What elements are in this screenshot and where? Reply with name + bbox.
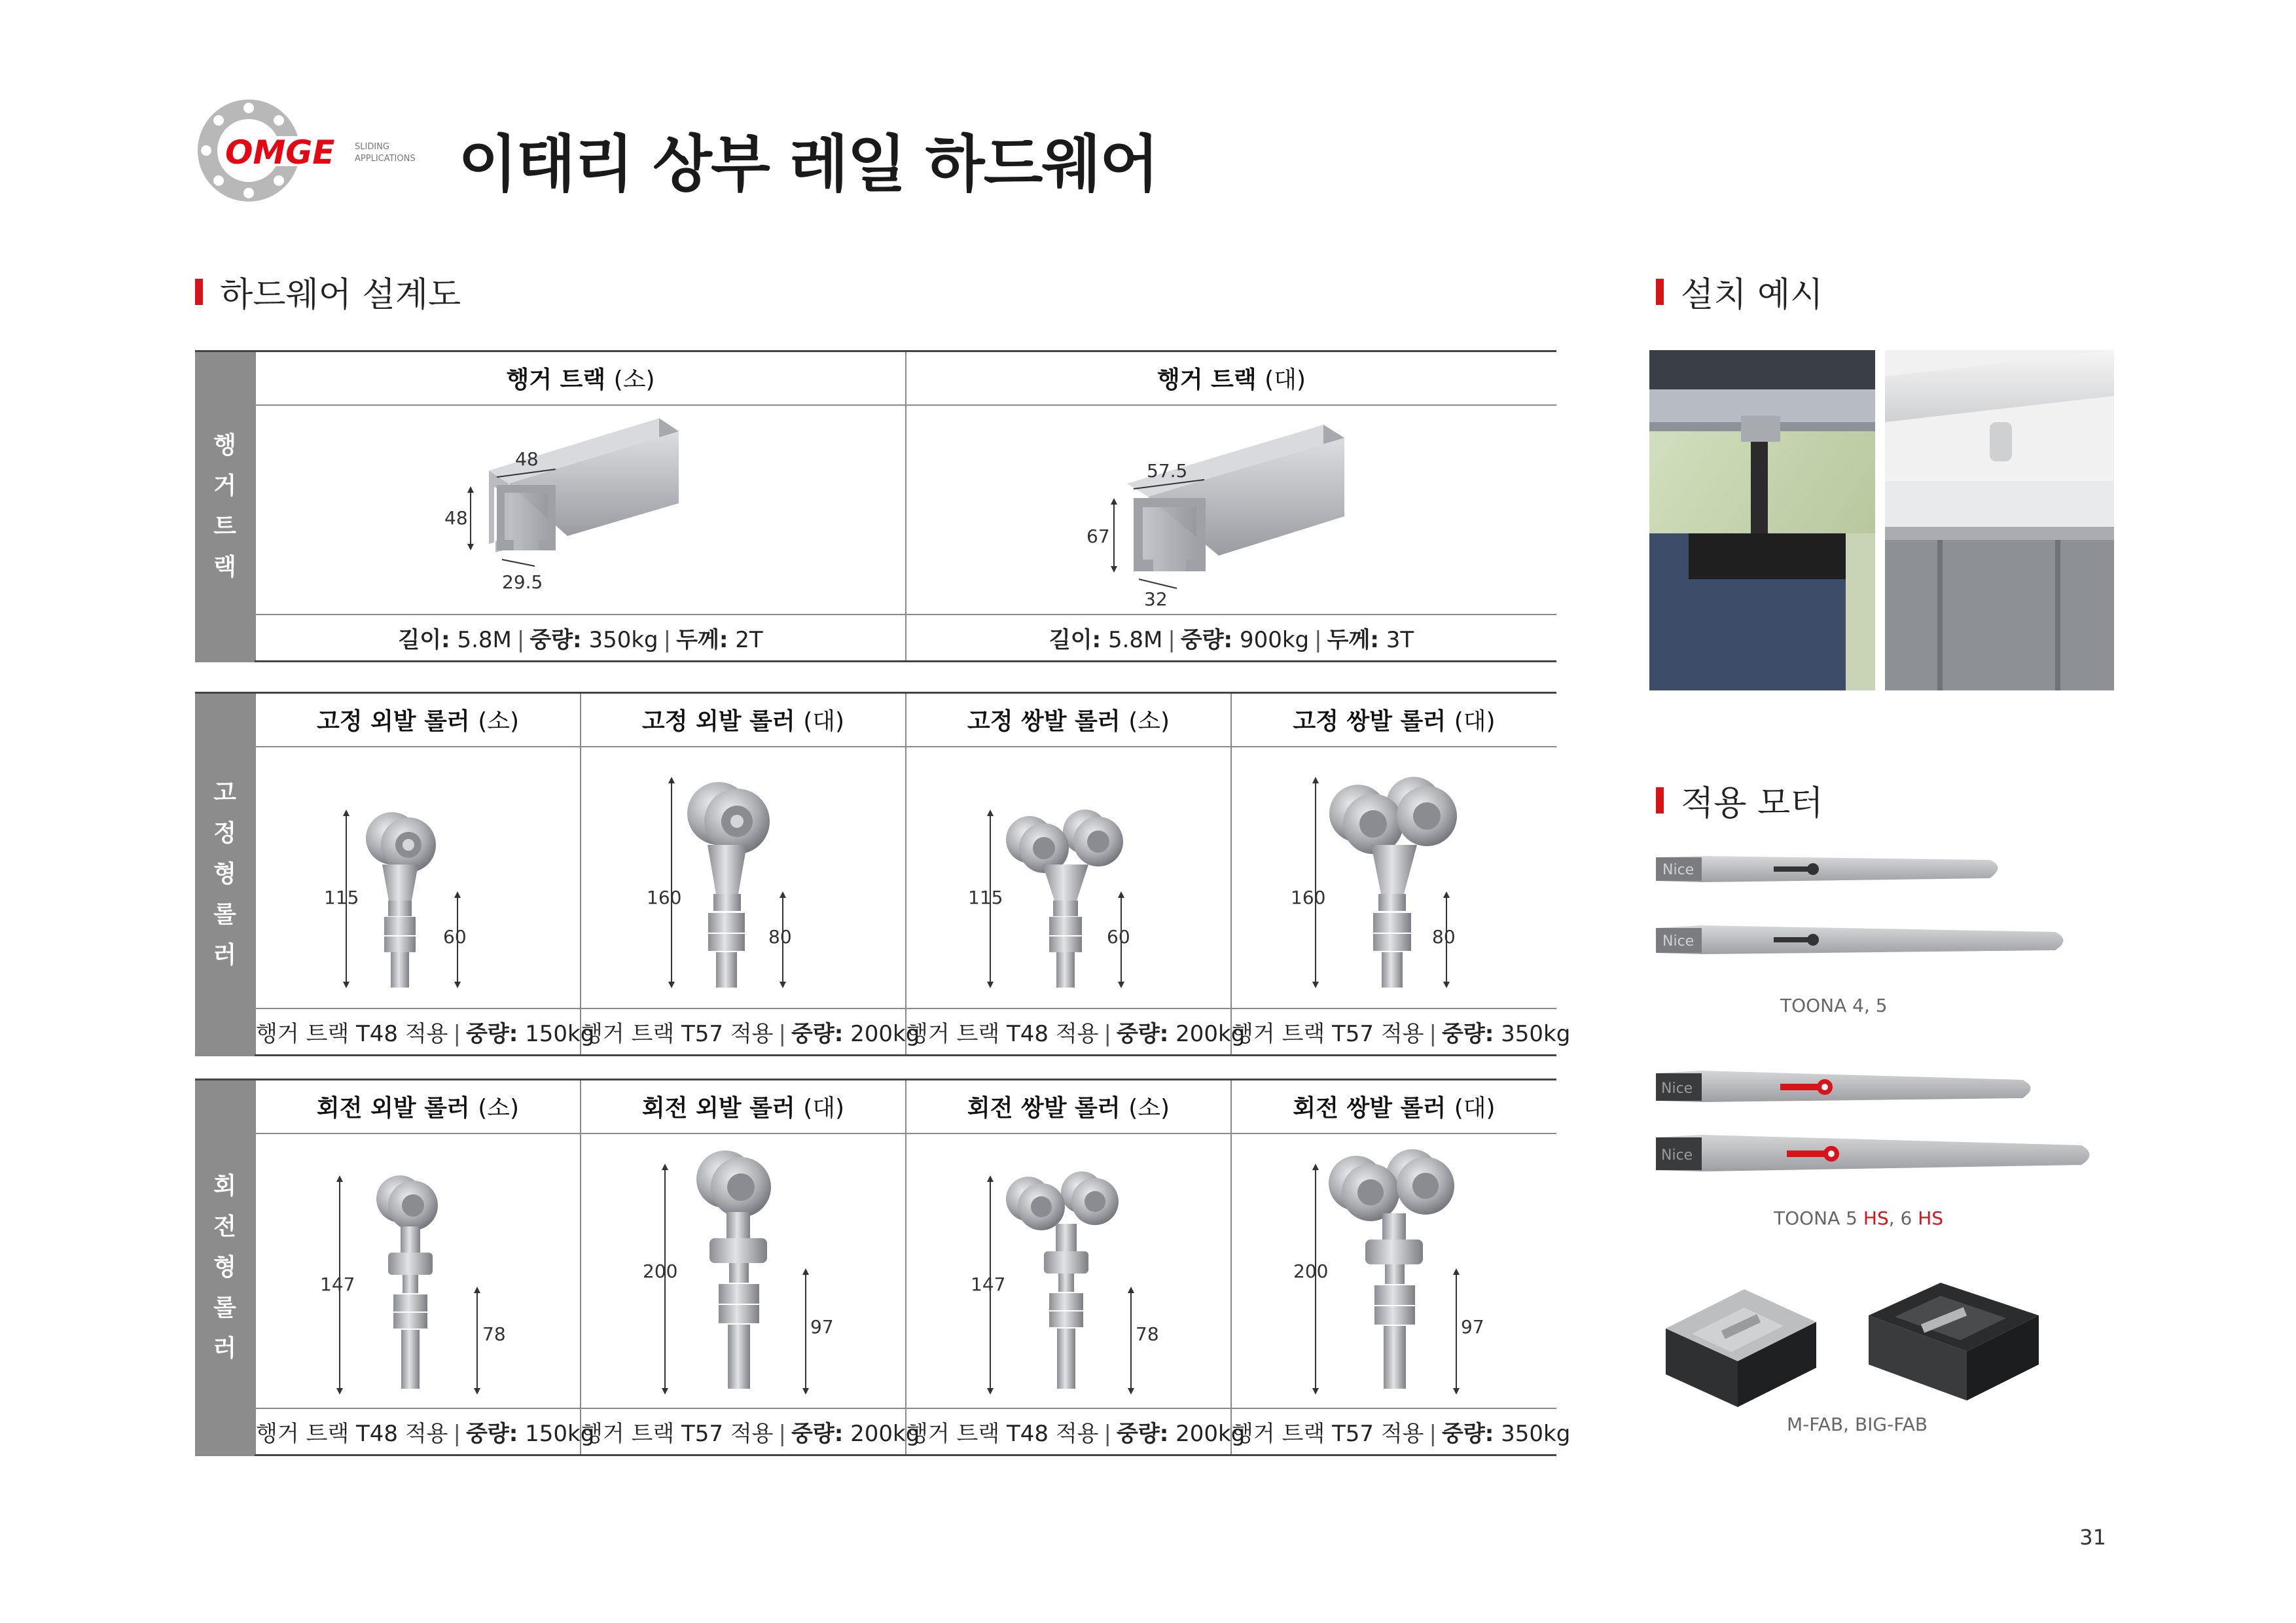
motor-caption-2: TOONA 5 HS, 6 HS bbox=[1774, 1207, 1944, 1229]
roller-image bbox=[320, 753, 516, 1002]
omge-logo bbox=[190, 98, 439, 203]
svg-text:97: 97 bbox=[810, 1315, 834, 1338]
svg-text:60: 60 bbox=[442, 925, 467, 948]
track-spec-large: 길이: 5.8M | 중량: 900kg | 두께: 3T bbox=[906, 615, 1556, 662]
roller-image bbox=[967, 753, 1167, 1002]
svg-text:Nice: Nice bbox=[1661, 1147, 1693, 1164]
svg-text:78: 78 bbox=[1135, 1323, 1159, 1345]
track-small-image bbox=[410, 412, 751, 608]
fixed-double-small bbox=[906, 747, 1231, 1008]
logo-text: OMGE bbox=[225, 134, 335, 171]
heading-marker bbox=[1656, 279, 1664, 305]
svg-text:32: 32 bbox=[1143, 588, 1168, 610]
svg-text:Nice: Nice bbox=[1662, 933, 1695, 950]
track-spec-small: 길이: 5.8M | 중량: 350kg | 두께: 2T bbox=[255, 615, 906, 662]
svg-text:29.5: 29.5 bbox=[502, 571, 543, 593]
page-title: 이태리 상부 레일 하드웨어 bbox=[458, 129, 1158, 200]
col-header: 고정 외발 롤러 (대) bbox=[581, 693, 906, 747]
roller-spec: 행거 트랙 T57 적용 | 중량: 350kg bbox=[1231, 1008, 1556, 1056]
section-heading-design: 하드웨어 설계도 bbox=[195, 267, 461, 316]
motor-caption-1: TOONA 4, 5 bbox=[1780, 995, 1888, 1016]
roller-spec: 행거 트랙 T57 적용 | 중량: 200kg bbox=[581, 1408, 906, 1455]
svg-text:115: 115 bbox=[967, 886, 1003, 908]
svg-text:160: 160 bbox=[646, 886, 681, 908]
col-header: 회전 쌍발 롤러 (대) bbox=[1231, 1080, 1556, 1133]
col-header: 고정 외발 롤러 (소) bbox=[255, 693, 581, 747]
svg-text:97: 97 bbox=[1461, 1315, 1484, 1338]
svg-text:80: 80 bbox=[768, 925, 792, 948]
fixed-double-large bbox=[1231, 747, 1556, 1008]
installation-photo bbox=[1649, 350, 2114, 690]
svg-text:67: 67 bbox=[1086, 525, 1110, 547]
side-label-fixed-roller: 고 정 형 롤 러 bbox=[195, 693, 255, 1056]
svg-text:115: 115 bbox=[323, 886, 359, 908]
motor-m-fab-big-fab bbox=[1653, 1276, 2045, 1427]
side-label-hanger-track: 행 거 트 랙 bbox=[195, 351, 255, 662]
svg-text:Nice: Nice bbox=[1662, 862, 1695, 878]
rotary-roller-table bbox=[195, 1079, 1571, 1456]
roller-image bbox=[645, 753, 842, 1002]
col-header: 고정 쌍발 롤러 (소) bbox=[906, 693, 1231, 747]
col-header: 회전 외발 롤러 (대) bbox=[581, 1080, 906, 1133]
page-number: 31 bbox=[2079, 1525, 2106, 1550]
svg-text:147: 147 bbox=[319, 1273, 355, 1295]
track-large-image bbox=[1049, 412, 1415, 608]
svg-text:60: 60 bbox=[1106, 925, 1130, 948]
svg-text:200: 200 bbox=[1293, 1260, 1329, 1282]
track-drawing-small bbox=[255, 405, 906, 615]
rotary-double-small bbox=[906, 1133, 1231, 1408]
section-heading-install: 설치 예시 bbox=[1656, 267, 1823, 316]
col-header: 행거 트랙 (소) bbox=[255, 351, 906, 405]
roller-spec: 행거 트랙 T48 적용 | 중량: 200kg bbox=[906, 1008, 1231, 1056]
roller-image bbox=[642, 1140, 842, 1402]
heading-marker bbox=[1656, 787, 1664, 813]
roller-spec: 행거 트랙 T48 적용 | 중량: 150kg bbox=[255, 1008, 581, 1056]
svg-text:48: 48 bbox=[444, 507, 468, 529]
svg-text:200: 200 bbox=[642, 1260, 677, 1282]
svg-text:160: 160 bbox=[1291, 886, 1326, 908]
track-drawing-large bbox=[906, 405, 1556, 615]
motor-toona-4-5 bbox=[1649, 851, 2068, 982]
fixed-single-large bbox=[581, 747, 906, 1008]
roller-spec: 행거 트랙 T48 적용 | 중량: 150kg bbox=[255, 1408, 581, 1455]
col-header: 고정 쌍발 롤러 (대) bbox=[1231, 693, 1556, 747]
svg-text:147: 147 bbox=[970, 1273, 1005, 1295]
fixed-roller-table bbox=[195, 692, 1571, 1056]
hanger-track-table bbox=[195, 350, 1556, 662]
motor-toona-5-6-hs bbox=[1649, 1067, 2108, 1198]
fixed-single-small bbox=[255, 747, 581, 1008]
heading-marker bbox=[195, 279, 203, 305]
svg-text:SLIDING: SLIDING bbox=[355, 142, 389, 152]
roller-spec: 행거 트랙 T48 적용 | 중량: 200kg bbox=[906, 1408, 1231, 1455]
svg-text:57.5: 57.5 bbox=[1146, 459, 1187, 482]
rotary-single-large bbox=[581, 1133, 906, 1408]
roller-image bbox=[971, 1140, 1167, 1402]
svg-text:48: 48 bbox=[515, 448, 539, 470]
rotary-single-small bbox=[255, 1133, 581, 1408]
motor-caption-3: M-FAB, BIG-FAB bbox=[1787, 1414, 1928, 1435]
roller-image bbox=[1293, 1140, 1492, 1402]
roller-image bbox=[320, 1140, 516, 1402]
svg-text:Nice: Nice bbox=[1661, 1080, 1693, 1097]
section-heading-motor: 적용 모터 bbox=[1656, 776, 1823, 825]
svg-text:78: 78 bbox=[482, 1323, 506, 1345]
svg-text:APPLICATIONS: APPLICATIONS bbox=[355, 154, 416, 164]
svg-text:80: 80 bbox=[1432, 925, 1456, 948]
rotary-double-large bbox=[1231, 1133, 1556, 1408]
col-header: 회전 외발 롤러 (소) bbox=[255, 1080, 581, 1133]
roller-image bbox=[1291, 753, 1492, 1002]
roller-spec: 행거 트랙 T57 적용 | 중량: 350kg bbox=[1231, 1408, 1556, 1455]
side-label-rotary-roller: 회 전 형 롤 러 bbox=[195, 1080, 255, 1455]
col-header: 회전 쌍발 롤러 (소) bbox=[906, 1080, 1231, 1133]
col-header: 행거 트랙 (대) bbox=[906, 351, 1556, 405]
roller-spec: 행거 트랙 T57 적용 | 중량: 200kg bbox=[581, 1008, 906, 1056]
